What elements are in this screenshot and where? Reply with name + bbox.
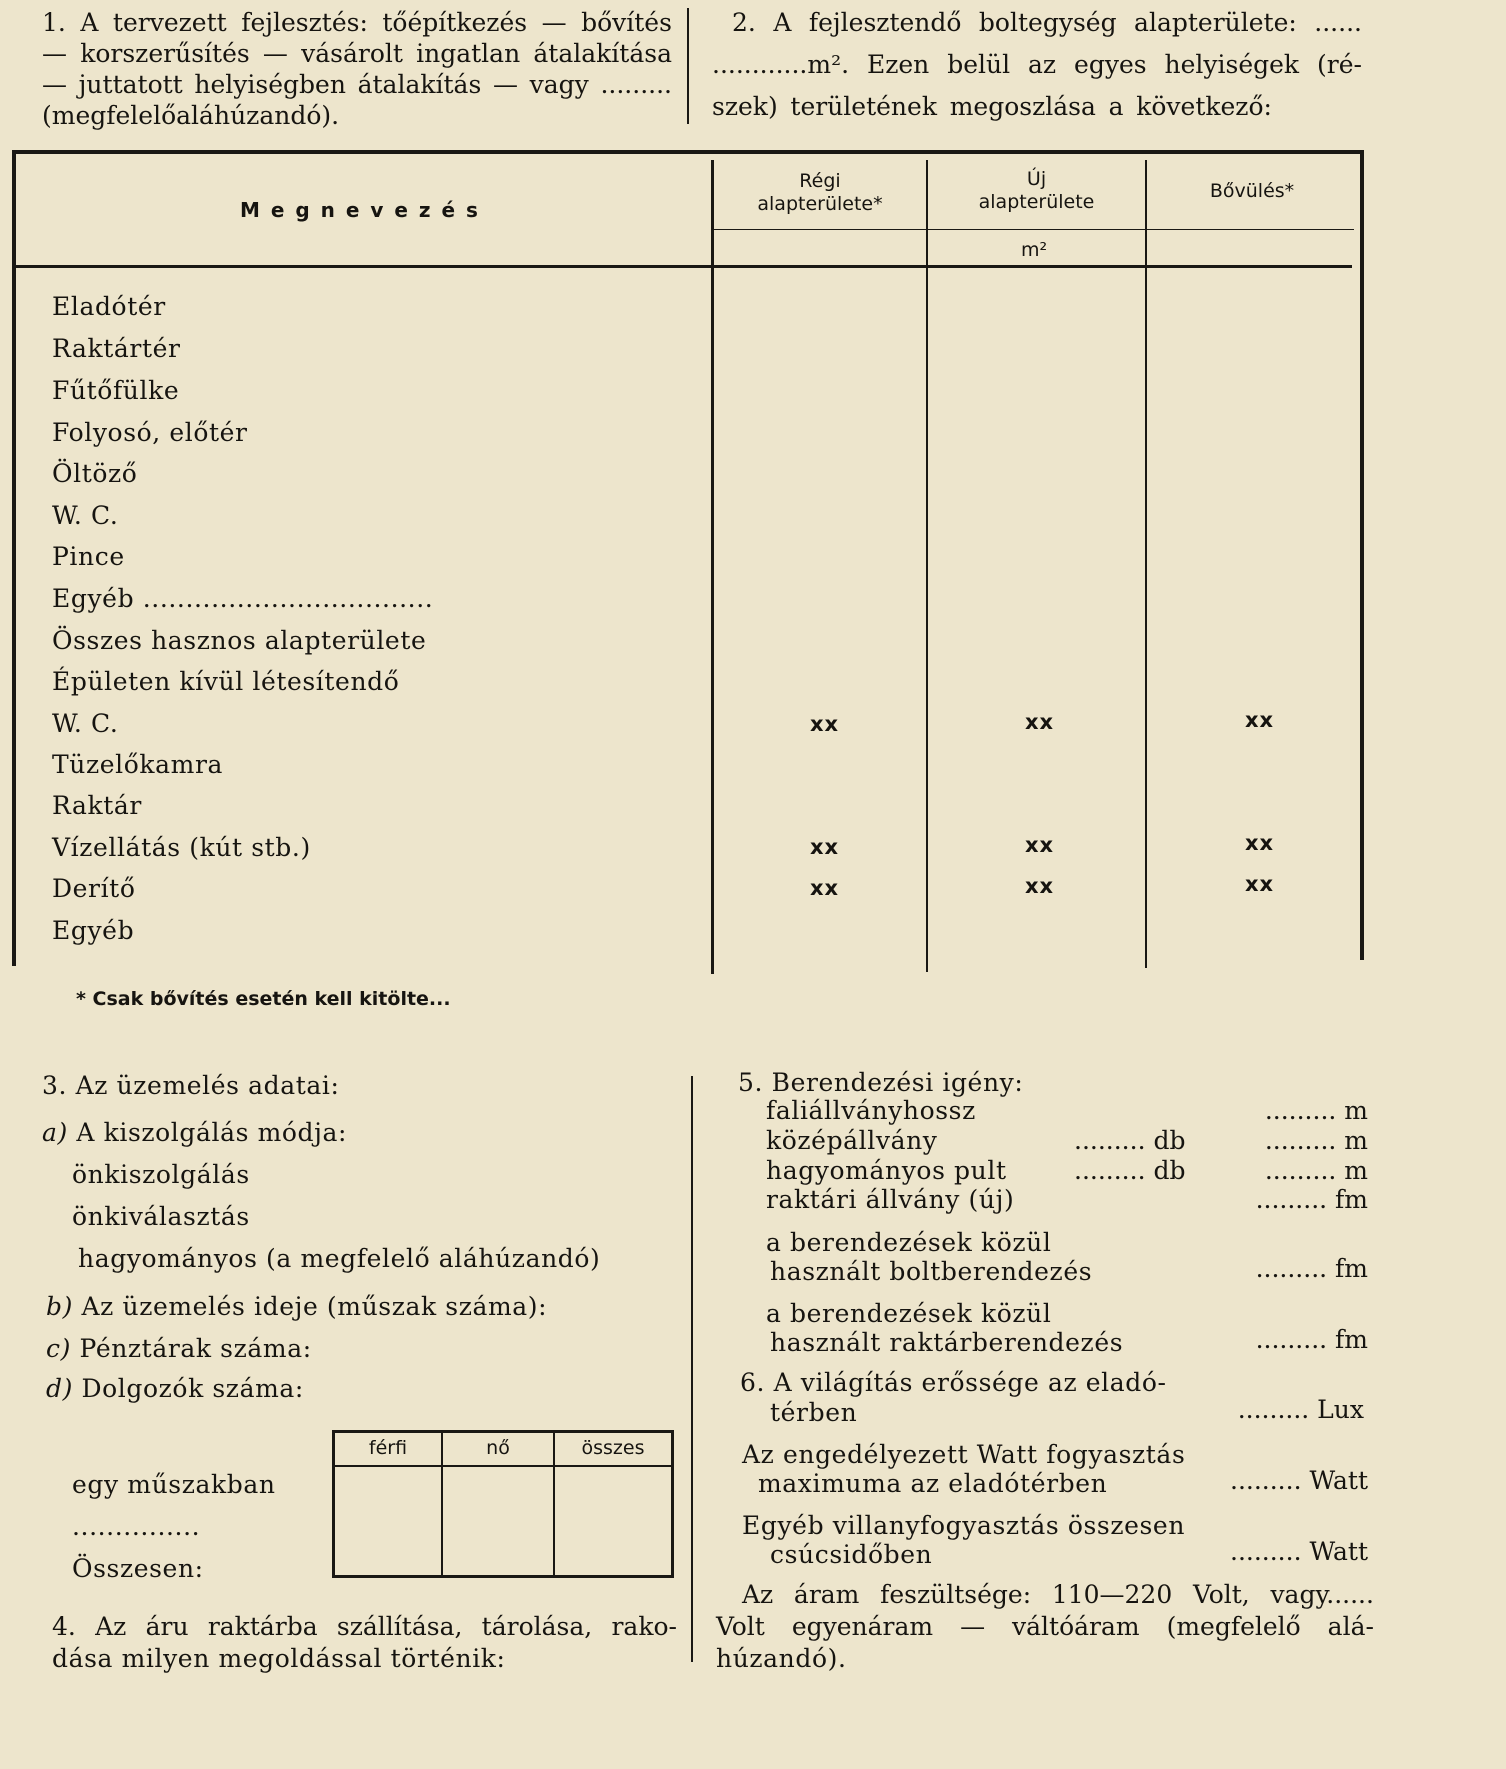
s1-line-2 — [42, 39, 672, 69]
word: Az — [95, 1612, 127, 1641]
s6-title2: térben — [770, 1398, 858, 1427]
word: Ezen — [866, 50, 930, 79]
word: szállítása, — [336, 1612, 463, 1641]
row-tuzelokamra: Tüzelőkamra — [52, 750, 224, 779]
workers-col-no: nő — [486, 1437, 510, 1459]
s3-d-text: Dolgozók száma: — [81, 1374, 304, 1403]
s5-item-4-label: raktári állvány (új) — [766, 1185, 1015, 1214]
word: a — [1108, 92, 1124, 121]
word: helyiségben — [194, 70, 346, 99]
s6-watt2-val: ......... Watt — [1230, 1537, 1368, 1566]
row-pince: Pince — [52, 542, 125, 571]
unit-line — [714, 229, 1354, 230]
table-right-border — [1360, 150, 1364, 960]
s3-d — [46, 1374, 304, 1404]
s6-volt-3: húzandó). — [716, 1644, 847, 1673]
word: Volt — [716, 1612, 765, 1641]
s5-item-2-val: ......... m — [1264, 1126, 1368, 1155]
s3-a-opt3: hagyományos (a megfelelő aláhúzandó) — [78, 1244, 601, 1273]
s3-b-label: b) — [46, 1292, 73, 1321]
word: megoszlása — [949, 92, 1096, 121]
row-vizellatas: Vízellátás (kút stb.) — [52, 833, 311, 862]
s1-line-3 — [42, 70, 672, 100]
xx-viz-uj: xx — [1025, 833, 1055, 857]
word: — — [42, 70, 67, 99]
s4-line-2: dása milyen megoldással történik: — [52, 1644, 506, 1673]
s5-item-4-val: ......... fm — [1255, 1185, 1368, 1214]
table-header-bottom — [12, 265, 1352, 268]
s3-a — [42, 1118, 347, 1148]
word: területének — [790, 92, 937, 121]
workers-col-ferfi: férfi — [368, 1437, 408, 1459]
word: következő: — [1136, 92, 1272, 121]
xx-viz-bov: xx — [1245, 831, 1275, 855]
word: fejlesztendő — [808, 8, 962, 37]
word: fejlesztés: — [241, 8, 368, 37]
header-regi: Régi alapterülete* — [757, 170, 883, 215]
s6-volt-1 — [742, 1580, 1374, 1610]
header-bovules: Bővülés* — [1209, 180, 1295, 202]
word: tárolása, — [481, 1612, 593, 1641]
word: raktárba — [207, 1612, 318, 1641]
word: helyiségek — [1164, 50, 1300, 79]
s3-a-text: A kiszolgálás módja: — [76, 1118, 348, 1147]
word: alapterülete: — [1134, 8, 1297, 37]
xx-der-regi: xx — [810, 876, 840, 900]
s5-used2-a: a berendezések közül — [766, 1299, 1052, 1328]
word: feszültsége: — [880, 1580, 1032, 1609]
s5-used1-val: ......... fm — [1255, 1254, 1368, 1283]
s6-volt-2 — [716, 1612, 1374, 1642]
word: alá- — [1327, 1612, 1374, 1641]
s3-a-opt2: önkiválasztás — [72, 1202, 250, 1231]
row-wc-kulso: W. C. — [52, 709, 119, 738]
word: — — [262, 39, 288, 68]
s6-lux: ......... Lux — [1237, 1395, 1364, 1424]
word: ...... — [1314, 8, 1362, 37]
s6-title: 6. A világítás erőssége az eladó- — [740, 1368, 1167, 1397]
word: — — [960, 1612, 986, 1641]
row-folyoso: Folyosó, előtér — [52, 418, 248, 447]
table-top-border — [12, 150, 1364, 154]
word: rako- — [611, 1612, 677, 1641]
row-oltozo: Öltöző — [52, 459, 138, 488]
word: — — [42, 39, 67, 68]
s3-c — [46, 1334, 312, 1364]
s3-a-opt1: önkiszolgálás — [72, 1160, 250, 1189]
s2-line-2 — [712, 50, 1362, 80]
workers-head-line — [335, 1465, 671, 1467]
word: Az — [742, 1580, 774, 1609]
s5-item-3-val: ......... m — [1264, 1156, 1368, 1185]
s5-used1-b: használt boltberendezés — [770, 1257, 1093, 1286]
s5-item-3-label: hagyományos pult — [766, 1156, 1007, 1185]
word: A — [80, 8, 99, 37]
word: vagy — [529, 70, 589, 99]
s1-line-1 — [42, 8, 672, 38]
s5-item-1-label: faliállványhossz — [766, 1096, 976, 1125]
workers-row-3: Összesen: — [72, 1554, 204, 1583]
word: ......... — [600, 70, 672, 99]
s3-d-label: d) — [46, 1374, 73, 1403]
word: (ré- — [1317, 50, 1362, 79]
s1-line-4 — [42, 101, 340, 131]
s5-item-2-db: ......... db — [1074, 1126, 1186, 1155]
word: vagy...... — [1270, 1580, 1374, 1609]
word: belül — [947, 50, 1011, 79]
s5-item-2-label: középállvány — [766, 1126, 938, 1155]
s6-watt2-a: Egyéb villanyfogyasztás összesen — [742, 1511, 1186, 1540]
row-eladoter: Eladótér — [52, 292, 166, 321]
s3-c-text: Pénztárak száma: — [79, 1334, 312, 1363]
word: Volt, — [1192, 1580, 1250, 1609]
workers-row-2: ............... — [72, 1512, 201, 1541]
s3-b-text: Az üzemelés ideje (műszak száma): — [81, 1292, 548, 1321]
top-divider — [687, 8, 689, 124]
s5-used1-a: a berendezések közül — [766, 1228, 1052, 1257]
xx-viz-regi: xx — [810, 835, 840, 859]
s5-title: 5. Berendezési igény: — [738, 1068, 1024, 1097]
word: átalakítás — [357, 70, 482, 99]
xx-wc-regi: xx — [810, 712, 840, 736]
row-egyeb-kulso: Egyéb — [52, 916, 135, 945]
workers-row-1: egy műszakban — [72, 1470, 276, 1499]
word: A — [773, 8, 792, 37]
word: (megfelelő — [1166, 1612, 1301, 1641]
word: aláhúzandó). — [176, 101, 340, 130]
xx-wc-bov: xx — [1245, 708, 1275, 732]
word: bővítés — [581, 8, 672, 37]
row-raktar: Raktár — [52, 791, 142, 820]
table-left-border — [12, 150, 16, 966]
s2-line-3 — [712, 92, 1272, 122]
xx-der-uj: xx — [1025, 874, 1055, 898]
word: juttatott — [78, 70, 183, 99]
word: tőépítkezés — [382, 8, 528, 37]
word: 1. — [42, 8, 66, 37]
word: áram — [793, 1580, 860, 1609]
word: áru — [145, 1612, 189, 1641]
word: átalakítása — [533, 39, 672, 68]
row-raktarter: Raktártér — [52, 334, 181, 363]
word: 2. — [732, 8, 756, 37]
word: — — [541, 8, 567, 37]
word: egyenáram — [791, 1612, 934, 1641]
table-footnote: * Csak bővítés esetén kell kitölte... — [76, 988, 451, 1010]
s6-watt1-val: ......... Watt — [1230, 1466, 1368, 1495]
s3-b — [46, 1292, 547, 1322]
xx-wc-uj: xx — [1025, 710, 1055, 734]
word: 110—220 — [1051, 1580, 1173, 1609]
word: tervezett — [112, 8, 227, 37]
s3-title: 3. Az üzemelés adatai: — [42, 1071, 340, 1100]
s5-item-1-val: ......... m — [1264, 1096, 1368, 1125]
xx-der-bov: xx — [1245, 872, 1275, 896]
s5-used2-b: használt raktárberendezés — [770, 1328, 1124, 1357]
word: (megfelelő — [42, 101, 177, 130]
word: korszerűsítés — [80, 39, 250, 68]
row-epuleten-kivul: Épületen kívül létesítendő — [52, 667, 400, 696]
workers-col-osszes: összes — [581, 1437, 645, 1459]
word: 4. — [52, 1612, 76, 1641]
row-egyeb: Egyéb .................................. — [52, 584, 434, 613]
s3-a-label: a) — [42, 1118, 68, 1147]
word: szek) — [712, 92, 778, 121]
row-osszes: Összes hasznos alapterülete — [52, 626, 427, 655]
word: az — [1028, 50, 1057, 79]
word: ingatlan — [416, 39, 521, 68]
bottom-divider — [691, 1076, 693, 1662]
col-line-1 — [711, 160, 714, 974]
word: ............m². — [712, 50, 850, 79]
s4-line-1 — [52, 1612, 677, 1642]
s5-used2-val: ......... fm — [1255, 1325, 1368, 1354]
word: boltegység — [978, 8, 1117, 37]
s2-line-1 — [732, 8, 1362, 38]
word: vásárolt — [301, 39, 403, 68]
row-derito: Derítő — [52, 874, 136, 903]
row-futofulke: Fűtőfülke — [52, 376, 180, 405]
row-wc: W. C. — [52, 501, 119, 530]
word: váltóáram — [1012, 1612, 1140, 1641]
header-megnevezes: M e g n e v e z é s — [240, 198, 480, 222]
header-uj: Új alapterülete — [978, 168, 1095, 213]
word: — — [492, 70, 518, 99]
workers-table — [332, 1430, 674, 1578]
word: egyes — [1074, 50, 1147, 79]
col-line-2 — [926, 160, 928, 972]
header-unit: m² — [1020, 239, 1048, 261]
s3-c-label: c) — [46, 1334, 71, 1363]
s5-item-3-db: ......... db — [1074, 1156, 1186, 1185]
s6-watt1-a: Az engedélyezett Watt fogyasztás — [742, 1440, 1186, 1469]
col-line-3 — [1145, 160, 1147, 968]
s6-watt1-b: maximuma az eladótérben — [758, 1469, 1108, 1498]
s6-watt2-b: csúcsidőben — [770, 1540, 933, 1569]
